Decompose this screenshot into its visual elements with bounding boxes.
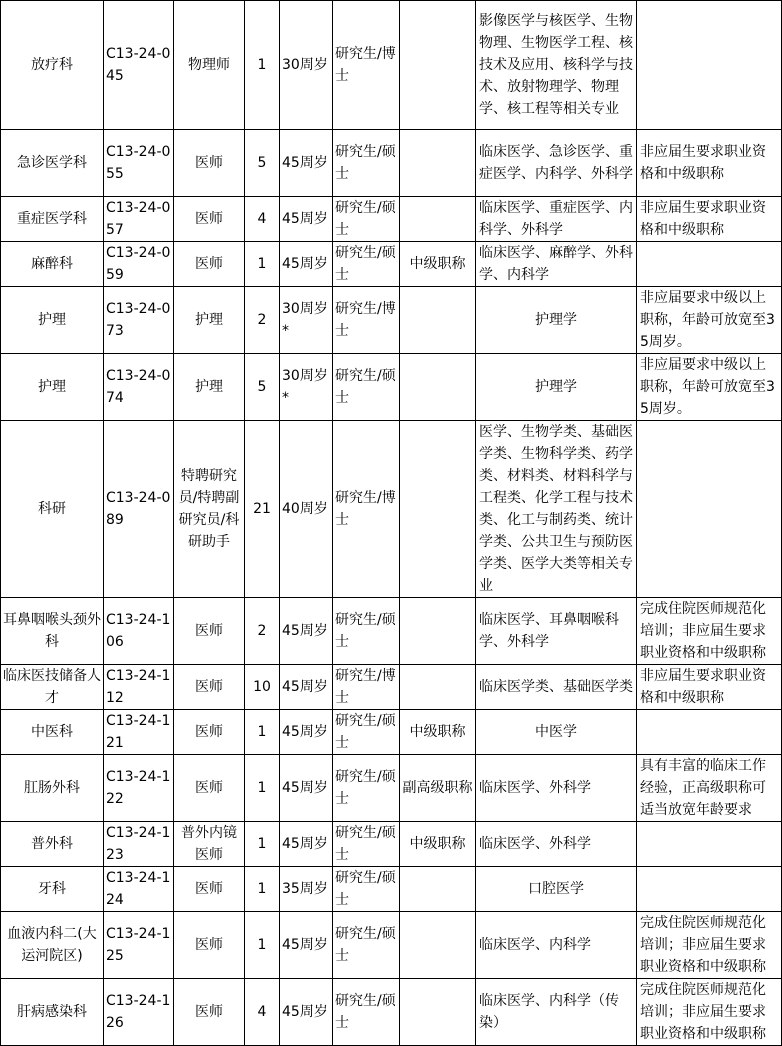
code-cell: C13-24-089 <box>104 421 174 598</box>
dept-cell: 肛肠外科 <box>1 755 104 822</box>
major-cell: 影像医学与核医学、生物物理、生物医学工程、核技术及应用、核科学与技术、放射物理学、物理学、核工程等相关专业 <box>476 1 637 130</box>
dept-cell: 重症医学科 <box>1 197 104 242</box>
title-cell <box>400 912 476 979</box>
dept-cell: 牙科 <box>1 867 104 912</box>
requirements-cell: 具有丰富的临床工作经验，正高级职称可适当放宽年龄要求 <box>637 755 782 822</box>
dept-cell: 护理 <box>1 354 104 421</box>
education-cell: 研究生/博士 <box>333 665 400 710</box>
count-cell: 21 <box>245 421 280 598</box>
major-cell: 临床医学、内科学 <box>476 912 637 979</box>
requirements-cell: 非应届要求中级以上职称，年龄可放宽至35周岁。 <box>637 287 782 354</box>
requirements-cell <box>637 1 782 130</box>
dept-cell: 耳鼻咽喉头颈外科 <box>1 598 104 665</box>
age-cell: 30周岁* <box>280 287 333 354</box>
major-cell: 临床医学、麻醉学、外科学、内科学 <box>476 242 637 287</box>
age-cell: 45周岁 <box>280 979 333 1046</box>
title-cell <box>400 598 476 665</box>
title-cell: 中级职称 <box>400 822 476 867</box>
age-cell: 45周岁 <box>280 822 333 867</box>
major-cell: 医学、生物学类、基础医学类、生物科学类、药学类、材料类、材料科学与工程类、化学工程与技术类、化工与制药类、统计学类、公共卫生与预防医学类、医学大类等相关专业 <box>476 421 637 598</box>
major-cell: 中医学 <box>476 710 637 755</box>
major-cell: 临床医学、急诊医学、重症医学、内科学、外科学 <box>476 130 637 197</box>
major-cell: 临床医学、外科学 <box>476 755 637 822</box>
position-cell: 护理 <box>174 354 245 421</box>
age-cell: 45周岁 <box>280 912 333 979</box>
requirements-cell: 完成住院医师规范化培训；非应届生要求职业资格和中级职称 <box>637 979 782 1046</box>
title-cell <box>400 197 476 242</box>
age-cell: 45周岁 <box>280 665 333 710</box>
code-cell: C13-24-045 <box>104 1 174 130</box>
title-cell <box>400 421 476 598</box>
title-cell <box>400 130 476 197</box>
code-cell: C13-24-124 <box>104 867 174 912</box>
major-cell: 临床医学、重症医学、内科学、外科学 <box>476 197 637 242</box>
education-cell: 研究生/博士 <box>333 1 400 130</box>
age-cell: 30周岁 <box>280 1 333 130</box>
age-cell: 45周岁 <box>280 710 333 755</box>
dept-cell: 急诊医学科 <box>1 130 104 197</box>
major-cell: 临床医学类、基础医学类 <box>476 665 637 710</box>
education-cell: 研究生/硕士 <box>333 867 400 912</box>
title-cell <box>400 979 476 1046</box>
position-cell: 普外内镜医师 <box>174 822 245 867</box>
requirements-cell: 非应届要求中级以上职称，年龄可放宽至35周岁。 <box>637 354 782 421</box>
table-row <box>1 755 782 822</box>
position-cell: 物理师 <box>174 1 245 130</box>
count-cell: 5 <box>245 354 280 421</box>
age-cell: 40周岁 <box>280 421 333 598</box>
count-cell: 1 <box>245 755 280 822</box>
major-cell: 护理学 <box>476 287 637 354</box>
table-row <box>1 979 782 1046</box>
title-cell: 中级职称 <box>400 242 476 287</box>
title-cell: 中级职称 <box>400 710 476 755</box>
requirements-cell: 非应届生要求职业资格和中级职称 <box>637 197 782 242</box>
dept-cell: 肝病感染科 <box>1 979 104 1046</box>
education-cell: 研究生/硕士 <box>333 598 400 665</box>
education-cell: 研究生/博士 <box>333 421 400 598</box>
position-cell: 医师 <box>174 665 245 710</box>
dept-cell: 血液内科二(大运河院区) <box>1 912 104 979</box>
code-cell: C13-24-125 <box>104 912 174 979</box>
position-cell: 特聘研究员/特聘副研究员/科研助手 <box>174 421 245 598</box>
position-cell: 医师 <box>174 912 245 979</box>
count-cell: 1 <box>245 822 280 867</box>
major-cell: 口腔医学 <box>476 867 637 912</box>
education-cell: 研究生/博士 <box>333 287 400 354</box>
title-cell: 副高级职称 <box>400 755 476 822</box>
major-cell: 临床医学、内科学（传染） <box>476 979 637 1046</box>
code-cell: C13-24-122 <box>104 755 174 822</box>
code-cell: C13-24-057 <box>104 197 174 242</box>
education-cell: 研究生/硕士 <box>333 710 400 755</box>
position-cell: 医师 <box>174 755 245 822</box>
position-cell: 医师 <box>174 130 245 197</box>
dept-cell: 麻醉科 <box>1 242 104 287</box>
table-row <box>1 242 782 287</box>
education-cell: 研究生/硕士 <box>333 822 400 867</box>
dept-cell: 临床医技储备人才 <box>1 665 104 710</box>
education-cell: 研究生/硕士 <box>333 242 400 287</box>
count-cell: 4 <box>245 979 280 1046</box>
position-cell: 护理 <box>174 287 245 354</box>
code-cell: C13-24-059 <box>104 242 174 287</box>
education-cell: 研究生/硕士 <box>333 197 400 242</box>
requirements-cell: 非应届生要求职业资格和中级职称 <box>637 665 782 710</box>
code-cell: C13-24-112 <box>104 665 174 710</box>
education-cell: 研究生/硕士 <box>333 979 400 1046</box>
requirements-cell <box>637 822 782 867</box>
title-cell <box>400 1 476 130</box>
dept-cell: 科研 <box>1 421 104 598</box>
table-row <box>1 1 782 130</box>
count-cell: 1 <box>245 867 280 912</box>
count-cell: 5 <box>245 130 280 197</box>
table-row <box>1 598 782 665</box>
position-cell: 医师 <box>174 979 245 1046</box>
count-cell: 2 <box>245 598 280 665</box>
title-cell <box>400 665 476 710</box>
table-row <box>1 197 782 242</box>
count-cell: 1 <box>245 710 280 755</box>
requirements-cell <box>637 710 782 755</box>
code-cell: C13-24-074 <box>104 354 174 421</box>
table-row <box>1 354 782 421</box>
title-cell <box>400 867 476 912</box>
dept-cell: 中医科 <box>1 710 104 755</box>
table-row <box>1 867 782 912</box>
count-cell: 2 <box>245 287 280 354</box>
age-cell: 45周岁 <box>280 242 333 287</box>
major-cell: 临床医学、耳鼻咽喉科学、外科学 <box>476 598 637 665</box>
age-cell: 30周岁* <box>280 354 333 421</box>
requirements-cell: 完成住院医师规范化培训；非应届生要求职业资格和中级职称 <box>637 912 782 979</box>
table-row <box>1 287 782 354</box>
age-cell: 45周岁 <box>280 598 333 665</box>
position-cell: 医师 <box>174 197 245 242</box>
age-cell: 35周岁 <box>280 867 333 912</box>
position-cell: 医师 <box>174 867 245 912</box>
requirements-cell <box>637 242 782 287</box>
title-cell <box>400 354 476 421</box>
table-row <box>1 710 782 755</box>
count-cell: 1 <box>245 1 280 130</box>
major-cell: 临床医学、外科学 <box>476 822 637 867</box>
table-row <box>1 421 782 598</box>
code-cell: C13-24-106 <box>104 598 174 665</box>
code-cell: C13-24-055 <box>104 130 174 197</box>
dept-cell: 放疗科 <box>1 1 104 130</box>
count-cell: 4 <box>245 197 280 242</box>
code-cell: C13-24-123 <box>104 822 174 867</box>
table-row <box>1 912 782 979</box>
position-cell: 医师 <box>174 598 245 665</box>
position-cell: 医师 <box>174 242 245 287</box>
age-cell: 45周岁 <box>280 197 333 242</box>
education-cell: 研究生/硕士 <box>333 130 400 197</box>
count-cell: 10 <box>245 665 280 710</box>
requirements-cell <box>637 867 782 912</box>
table-row <box>1 665 782 710</box>
dept-cell: 普外科 <box>1 822 104 867</box>
count-cell: 1 <box>245 242 280 287</box>
title-cell <box>400 287 476 354</box>
table-row <box>1 822 782 867</box>
major-cell: 护理学 <box>476 354 637 421</box>
age-cell: 45周岁 <box>280 130 333 197</box>
education-cell: 研究生/硕士 <box>333 912 400 979</box>
position-cell: 医师 <box>174 710 245 755</box>
code-cell: C13-24-073 <box>104 287 174 354</box>
requirements-cell: 非应届生要求职业资格和中级职称 <box>637 130 782 197</box>
requirements-cell: 完成住院医师规范化培训；非应届生要求职业资格和中级职称 <box>637 598 782 665</box>
requirements-cell <box>637 421 782 598</box>
education-cell: 研究生/硕士 <box>333 755 400 822</box>
table-body <box>1 1 782 1046</box>
dept-cell: 护理 <box>1 287 104 354</box>
code-cell: C13-24-121 <box>104 710 174 755</box>
code-cell: C13-24-126 <box>104 979 174 1046</box>
count-cell: 1 <box>245 912 280 979</box>
table-row <box>1 130 782 197</box>
education-cell: 研究生/硕士 <box>333 354 400 421</box>
age-cell: 45周岁 <box>280 755 333 822</box>
